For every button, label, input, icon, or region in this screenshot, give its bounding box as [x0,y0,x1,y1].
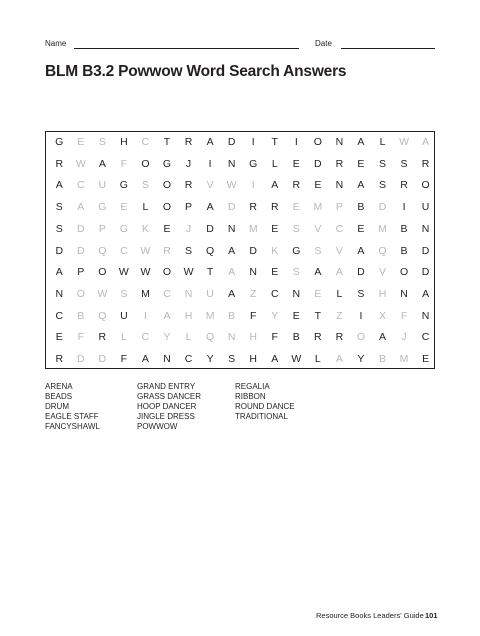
word-search-grid [45,131,435,369]
grid-letter: S [98,136,106,148]
name-date-header [45,39,435,53]
grid-letter-found: C [55,309,64,322]
grid-letter-found: R [335,331,344,344]
word-list-item: EAGLE STAFF [45,412,99,421]
grid-letter-found: G [249,157,258,170]
grid-letter-found: S [55,201,63,214]
grid-letter-found: L [336,287,343,300]
grid-row [46,349,434,371]
grid-letter-found: A [228,287,236,300]
grid-letter-found: A [378,331,386,344]
word-list-item: POWWOW [137,422,178,431]
grid-row [46,327,434,349]
grid-letter-found: O [313,136,322,148]
grid-letter: S [314,244,322,257]
grid-letter-found: I [294,136,298,148]
grid-letter: J [401,331,407,344]
word-list-item: HOOP DANCER [137,402,197,411]
grid-letter-found: R [55,157,64,170]
date-field[interactable] [341,48,435,49]
grid-letter-found: G [119,179,128,192]
word-list-item: GRAND ENTRY [137,382,196,391]
grid-letter-found: R [249,201,257,214]
grid-letter: M [205,309,215,322]
grid-letter-found: D [421,266,430,279]
grid-letter-found: C [421,331,430,344]
grid-letter: I [143,309,147,322]
word-list-item: JINGLE DRESS [137,412,195,421]
grid-row [46,241,434,263]
word-list-item: BEADS [45,392,73,401]
grid-letter-found: N [227,222,236,235]
grid-row [46,284,434,306]
grid-letter: C [163,287,171,300]
word-list-item: GRASS DANCER [137,392,202,401]
grid-letter: A [228,266,236,279]
grid-letter-found: G [55,136,64,148]
grid-letter: Z [249,287,257,300]
grid-letter-found: A [206,201,214,214]
grid-row [46,306,434,328]
word-list-column-2 [137,382,201,432]
grid-letter: B [228,309,236,322]
grid-letter: C [335,222,344,235]
word-list-item: ROUND DANCE [235,402,295,411]
grid-letter-found: E [163,222,171,235]
grid-letter: L [120,331,127,344]
grid-letter: A [335,266,343,279]
grid-letter-found: R [55,353,64,365]
grid-letter: Q [206,331,215,344]
grid-letter-found: I [359,309,363,322]
grid-letter-found: S [228,353,236,365]
grid-letter-found: O [98,266,107,279]
grid-letter: F [120,157,128,170]
grid-letter-found: P [185,201,193,214]
grid-letter-found: S [357,287,365,300]
grid-letter-found: O [141,157,150,170]
name-field[interactable] [74,48,299,49]
grid-letter-found: G [162,157,172,170]
grid-letter: H [184,309,193,322]
name-label: Name [45,39,67,48]
grid-letter-found: R [98,331,107,344]
grid-letter: H [378,287,387,300]
grid-letter: S [120,287,128,300]
grid-letter: A [163,309,171,322]
grid-letter-found: E [292,309,300,322]
grid-letter: F [77,331,84,344]
grid-letter: E [292,201,300,214]
grid-letter: H [249,331,257,344]
grid-letter-found: A [271,179,279,192]
grid-letter-found: A [357,179,365,192]
grid-letter: L [185,331,192,344]
grid-letter-found: T [163,136,171,148]
grid-letter-found: R [184,136,193,148]
grid-letter-found: O [162,201,172,214]
word-list-item: ARENA [45,382,73,391]
grid-letter-found: E [357,157,365,170]
grid-letter-found: D [314,157,322,170]
grid-letter-found: C [270,287,279,300]
grid-letter: D [378,201,387,214]
grid-letter-found: C [184,353,193,365]
grid-letter-found: Y [357,353,365,365]
grid-letter: C [120,244,128,257]
grid-letter: S [292,222,300,235]
grid-letter-found: W [118,266,129,279]
grid-letter: C [141,331,150,344]
grid-letter: A [77,201,85,214]
word-list-column-3 [235,382,295,422]
grid-letter: W [75,157,86,170]
grid-letter: A [422,136,430,148]
grid-letter-found: R [184,179,193,192]
grid-letter: B [77,309,85,322]
grid-letter: Q [98,309,107,322]
word-list-item: REGALIA [235,382,270,391]
grid-letter: K [271,244,279,257]
grid-letter-found: N [227,157,236,170]
grid-row [46,197,434,219]
grid-letter-found: N [163,353,171,365]
grid-letter-found: N [249,266,257,279]
grid-letter-found: A [357,244,365,257]
page-number: 101 [425,611,438,620]
grid-letter-found: A [357,136,365,148]
word-list-item: FANCYSHAWL [45,422,100,431]
grid-letter-found: J [185,157,192,170]
grid-letter-found: F [271,331,278,344]
grid-letter-found: E [271,266,279,279]
grid-letter: O [356,331,366,344]
grid-letter: F [400,309,408,322]
grid-letter: W [226,179,237,192]
grid-letter-found: L [271,157,278,170]
grid-row [46,262,434,284]
grid-letter: K [141,222,149,235]
grid-letter: M [378,222,387,235]
grid-letter-found: B [292,331,300,344]
grid-letter-found: D [227,136,236,148]
grid-letter-found: I [208,157,212,170]
grid-letter: Q [378,244,387,257]
grid-letter: X [378,309,386,322]
grid-letter: D [77,244,85,257]
grid-letter: J [185,222,192,235]
grid-row [46,154,434,176]
grid-letter-found: G [292,244,301,257]
grid-letter-found: T [206,266,214,279]
grid-letter: V [314,222,322,235]
date-label: Date [315,39,332,48]
grid-letter-found: O [421,179,430,192]
grid-letter: O [76,287,85,300]
grid-letter: Y [271,309,279,322]
grid-letter: E [77,136,85,148]
grid-row [46,175,434,197]
grid-letter-found: I [402,201,406,214]
grid-letter-found: H [249,353,257,365]
grid-letter: G [98,201,107,214]
grid-letter-found: T [314,309,322,322]
grid-letter: V [335,244,343,257]
footer-book-title: Resource Books Leaders' Guide [316,611,424,620]
grid-letter-found: A [228,244,236,257]
grid-letter: D [77,222,85,235]
grid-letter-found: N [421,309,430,322]
grid-letter: A [335,353,343,365]
grid-letter: I [251,179,255,192]
grid-letter: V [378,266,386,279]
grid-letter-found: W [291,353,302,365]
grid-letter: C [77,179,85,192]
grid-letter-found: S [55,222,63,235]
grid-letter-found: A [98,157,106,170]
grid-letter: U [98,179,107,192]
grid-letter-found: F [249,309,257,322]
grid-letter: Q [98,244,107,257]
grid-letter-found: S [400,157,408,170]
grid-letter-found: N [400,287,408,300]
grid-letter: V [206,179,214,192]
grid-letter: C [141,136,150,148]
grid-letter: M [399,353,409,365]
grid-row [46,219,434,241]
grid-letter-found: Y [206,353,214,365]
grid-letter-found: R [292,179,301,192]
grid-letter-found: R [421,157,430,170]
grid-letter-found: E [55,331,63,344]
grid-letter: Y [163,331,171,344]
grid-letter: P [98,222,106,235]
grid-letter-found: E [292,157,300,170]
grid-letter: W [399,136,409,148]
grid-letter: R [163,244,171,257]
grid-letter: G [119,222,128,235]
grid-letter-found: L [314,353,321,365]
grid-letter-found: P [77,266,85,279]
grid-letter-found: A [55,266,63,279]
grid-row [46,132,434,154]
grid-letter-found: U [421,201,430,214]
grid-letter-found: R [314,331,322,344]
grid-letter-found: D [206,222,214,235]
grid-letter: E [314,287,322,300]
grid-letter: D [98,353,107,365]
grid-letter: B [378,353,386,365]
grid-letter: S [141,179,149,192]
word-list-item: DRUM [45,402,69,411]
grid-letter-found: E [357,222,365,235]
grid-letter-found: O [399,266,409,279]
page-title: BLM B3.2 Powwow Word Search Answers [45,63,347,80]
grid-letter: E [120,201,128,214]
grid-letter: N [184,287,193,300]
grid-letter-found: M [141,287,150,300]
grid-letter-found: U [120,309,128,322]
grid-letter-found: O [162,266,172,279]
grid-letter: Z [336,309,343,322]
grid-letter: W [140,244,151,257]
grid-letter-found: B [400,222,408,235]
grid-letter-found: R [270,201,279,214]
grid-letter-found: S [185,244,193,257]
word-list-item: RIBBON [235,392,266,401]
grid-letter-found: B [357,201,365,214]
grid-letter-found: D [421,244,430,257]
grid-letter-found: W [140,266,151,279]
grid-letter-found: L [142,201,149,214]
grid-letter-found: S [378,179,386,192]
grid-letter: N [227,331,236,344]
grid-letter-found: E [271,222,279,235]
grid-letter-found: H [120,136,128,148]
grid-letter-found: A [55,179,63,192]
grid-letter-found: A [271,353,279,365]
grid-letter-found: E [314,179,322,192]
grid-letter: S [292,266,300,279]
grid-letter: M [313,201,323,214]
grid-letter-found: A [422,287,430,300]
grid-letter-found: T [271,136,278,148]
grid-letter-found: N [421,222,430,235]
grid-letter-found: A [314,266,322,279]
grid-letter-found: N [292,287,301,300]
grid-letter-found: L [379,136,386,148]
grid-letter-found: E [422,353,430,365]
grid-letter: P [335,201,343,214]
grid-letter-found: I [251,136,255,148]
grid-letter-found: D [357,266,365,279]
grid-letter-found: N [335,136,344,148]
grid-letter-found: R [400,179,408,192]
grid-letter-found: A [141,353,149,365]
grid-letter: U [206,287,214,300]
grid-letter: W [97,287,108,300]
grid-letter: D [227,201,236,214]
grid-letter-found: W [183,266,194,279]
grid-letter-found: B [400,244,408,257]
grid-letter-found: D [55,244,64,257]
grid-letter-found: F [120,353,128,365]
word-list-column-1 [45,382,100,432]
grid-letter: D [77,353,85,365]
word-list-item: TRADITIONAL [235,412,288,421]
grid-letter: M [248,222,258,235]
grid-letter-found: N [335,179,344,192]
grid-letter-found: R [335,157,344,170]
grid-letter-found: A [206,136,214,148]
grid-letter-found: N [55,287,64,300]
grid-letter-found: O [162,179,172,192]
grid-letter-found: D [249,244,257,257]
grid-letter-found: Q [206,244,215,257]
grid-letter-found: S [378,157,386,170]
